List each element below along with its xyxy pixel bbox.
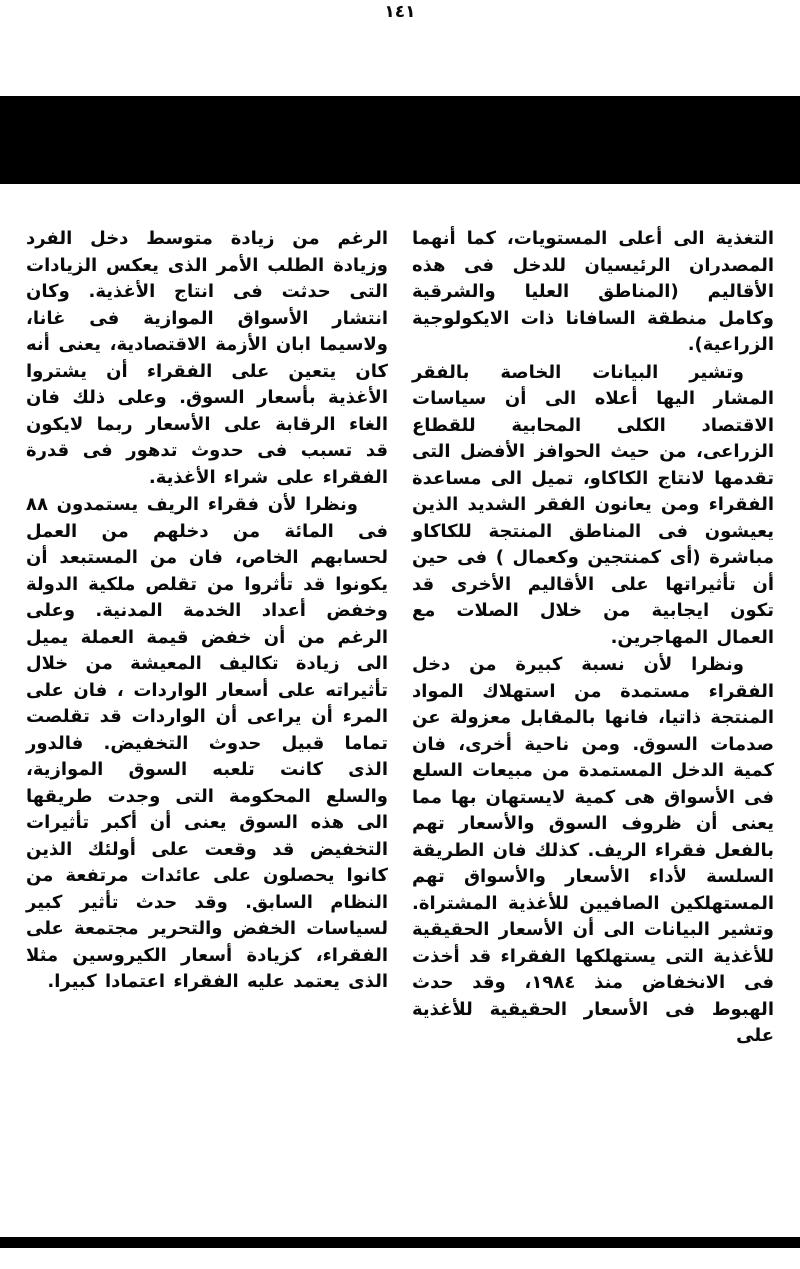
- column-right: [412, 226, 774, 1051]
- column-left: [26, 226, 388, 1051]
- paragraph: الرغم من زيادة متوسط دخل الفرد وزيادة الطلب الأمر الذى يعكس الزيادات التى حدثت فى انتاج الأغذية. وكان انتشار الأسواق الموازية فى غانا، ولاسيما ابان الأزمة الاقتصادية، يعنى أنه كان يتعين على الفقراء أن يشتروا الأغذية بأسعار السوق. وعلى ذلك فان الغاء الرقابة على الأسعار ربما لايكون قد تسبب فى حدوث تدهور فى قدرة الفقراء على شراء الأغذية.: [26, 228, 388, 488]
- footer-rule-bar: [0, 1237, 800, 1248]
- paragraph: ونظرا لأن فقراء الريف يستمدون ٨٨ فى المائة من دخلهم من العمل لحسابهم الخاص، فان من المستبعد أن يكونوا قد تأثروا من تقلص ملكية الدولة وخفض أعداد الخدمة المدنية. وعلى الرغم من أن خفض قيمة العملة يميل الى زيادة تكاليف المعيشة من خلال تأثيراته على أسعار الواردات ، فان على المرء أن يراعى أن الواردات قد تقلصت تماما قبيل حدوث التخفيض. فالدور الذى كانت تلعبه السوق الموازية، والسلع المحكومة التى وجدت طريقها الى هذه السوق يعنى أن أكبر تأثيرات التخفيض قد وقعت على أولئك الذين كانوا يحصلون على عائدات مرتفعة من النظام السابق. وقد حدث تأثير كبير لسياسات الخفض والتحرير مجتمعة على الفقراء، كزيادة أسعار الكيروسين مثلا الذى يعتمد عليه الفقراء اعتمادا كبيرا.: [26, 494, 388, 992]
- paragraph: وتشير البيانات الخاصة بالفقر المشار اليها أعلاه الى أن سياسات الاقتصاد الكلى المحابية للقطاع الزراعى، من حيث الحوافز الأفضل التى تقدمها لانتاج الكاكاو، تميل الى مساعدة الفقراء ومن يعانون الفقر الشديد الذين يعيشون فى المناطق المنتجة للكاكاو مباشرة (أى كمنتجين وكعمال ) فى حين أن تأثيراتها على الأقاليم الأخرى قد تكون ايجابية من خلال الصلات مع العمال المهاجرين.: [412, 361, 774, 648]
- page-number: ١٤١: [384, 2, 416, 22]
- redacted-header-band: [0, 96, 800, 184]
- paragraph: التغذية الى أعلى المستويات، كما أنهما المصدران الرئيسيان للدخل فى هذه الأقاليم (المناطق العليا والشرقية وكامل منطقة السافانا ذات الايكولوجية الزراعية).: [412, 228, 774, 355]
- page-content: [26, 226, 774, 1051]
- paragraph: ونظرا لأن نسبة كبيرة من دخل الفقراء مستمدة من استهلاك المواد المنتجة ذاتيا، فانها بالمقابل معزولة عن صدمات السوق. ومن ناحية أخرى، فان كمية الدخل المستمدة من مبيعات السلع فى الأسواق هى كمية لايستهان بها مما يعنى أن ظروف السوق والأسعار تهم بالفعل فقراء الريف. كذلك فان الطريقة السلسة لأداء الأسعار والأسواق تهم المستهلكين الصافيين للأغذية المشتراة. وتشير البيانات الى أن الأسعار الحقيقية للأغذية التى يستهلكها الفقراء قد أخذت فى الانخفاض منذ ١٩٨٤، وقد حدث الهبوط فى الأسعار الحقيقية للأغذية على: [412, 654, 775, 1046]
